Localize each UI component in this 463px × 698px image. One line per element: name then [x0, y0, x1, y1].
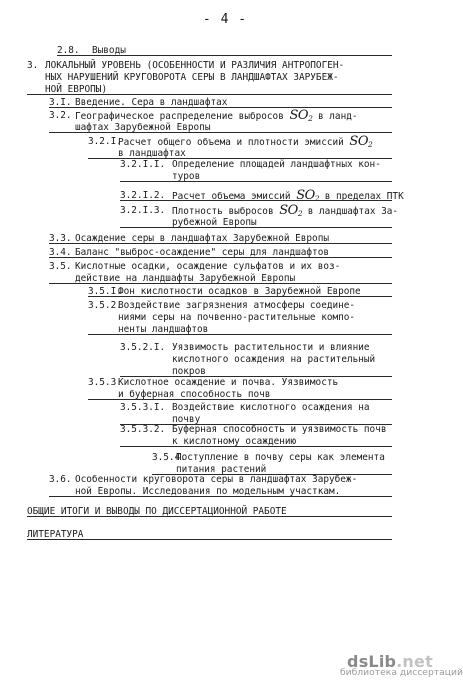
toc-entry-text: туров — [172, 171, 201, 182]
watermark[interactable] — [340, 651, 463, 680]
so2-formula: $SO_2$ — [296, 188, 320, 203]
toc-entry-number: 3.3. — [49, 233, 72, 244]
toc-entry-text: и буферная способность почв — [118, 389, 271, 400]
toc-entry-text: ОБЩИЕ ИТОГИ И ВЫВОДЫ ПО ДИССЕРТАЦИОННОЙ РАБОТЕ — [27, 506, 287, 517]
toc-entry-text: питания растений — [176, 464, 267, 475]
toc-entry-text: Фон кислотности осадков в Зарубежной Европе — [118, 286, 361, 297]
toc-entry-number: 3. — [27, 60, 39, 71]
toc-entry-text: НОЙ ЕВРОПЫ) — [45, 84, 108, 95]
toc-entry-text: действие на ландшафты Зарубежной Европы — [75, 273, 296, 284]
leader-rule — [88, 334, 392, 335]
leader-rule — [27, 539, 392, 540]
leader-rule — [49, 243, 392, 244]
toc-entry-text: Уязвимость растительности и влияние — [172, 342, 370, 353]
leader-rule — [120, 227, 392, 228]
toc-entry-number: 3.5.3.2. — [120, 424, 166, 435]
toc-entry-number: 3.6. — [49, 474, 72, 485]
toc-entry-text: в ландшафтах — [118, 148, 186, 159]
toc-entry-text: ниями серы на почвенно-растительные компо- — [118, 312, 356, 323]
toc-entry-text: Буферная способность и уязвимость почв — [172, 424, 387, 435]
leader-rule — [27, 94, 392, 95]
toc-entry-text: шафтах Зарубежной Европы — [75, 122, 211, 133]
toc-entry-number: 3.5. — [49, 261, 72, 272]
toc-entry-number: 3.2.I. — [88, 136, 122, 147]
toc-entry-text: Определение площадей ландшафтных кон- — [172, 159, 381, 170]
toc-entry-text: Расчет общего объема и плотности эмиссий $SO_2$ — [118, 134, 373, 149]
so2-formula: $SO_2$ — [289, 108, 313, 123]
toc-entry-text: Воздействие кислотного осаждения на — [172, 402, 370, 413]
leader-rule — [49, 257, 392, 258]
toc-entry-text: ненты ландшафтов — [118, 324, 209, 335]
leader-rule — [49, 132, 392, 133]
so2-formula: $SO_2$ — [279, 203, 303, 218]
toc-entry-text: Введение. Сера в ландшафтах — [75, 97, 228, 108]
toc-entry-text: покров — [172, 366, 206, 377]
toc-entry-number: 3.5.4. — [152, 452, 186, 463]
toc-entry-text: Плотность выбросов $SO_2$ в ландшафтах За- — [172, 203, 399, 218]
toc-entry-number: 3.5.I. — [88, 286, 122, 297]
toc-entry-text: Географическое распределение выбросов $SO_2$ в ланд- — [75, 108, 358, 123]
leader-rule — [49, 107, 392, 108]
toc-entry-number: 3.2. — [49, 110, 72, 121]
toc-entry-text: почву — [172, 414, 201, 425]
toc-entry-number: 3.2.I.2. — [120, 190, 166, 201]
toc-entry-number: 3.2.I.3. — [120, 205, 166, 216]
leader-rule — [88, 399, 392, 400]
toc-entry-number: 3.5.3. — [88, 377, 122, 388]
toc-entry-text: Кислотное осаждение и почва. Уязвимость — [118, 377, 339, 388]
toc-entry-text: Расчет объема эмиссий $SO_2$ в пределах ПТК — [172, 188, 404, 203]
leader-rule — [27, 516, 392, 517]
so2-formula: $SO_2$ — [349, 134, 373, 149]
toc-entry-text: ЛИТЕРАТУРА — [27, 529, 84, 540]
toc-entry-text: ЛОКАЛЬНЫЙ УРОВЕНЬ (ОСОБЕННОСТИ И РАЗЛИЧИЯ АНТРОПОГЕН- — [45, 60, 345, 71]
toc-entry-text: Осаждение серы в ландшафтах Зарубежной Европы — [75, 233, 329, 244]
toc-entry-number: 3.5.3.I. — [120, 402, 166, 413]
toc-entry-text: Поступление в почву серы как элемента — [176, 452, 385, 463]
toc-entry-number: 3.5.2. — [88, 300, 122, 311]
leader-rule — [49, 496, 392, 497]
toc-entry-number: 3.5.2.I. — [120, 342, 166, 353]
leader-rule — [120, 446, 392, 447]
toc-entry-number: 3.I. — [49, 97, 72, 108]
toc-entry-text: кислотного осаждения на растительный — [172, 354, 376, 365]
toc-entry-number: 3.2.I.I. — [120, 159, 166, 170]
leader-rule — [57, 55, 392, 56]
watermark-logo: dsLib.net — [347, 651, 433, 671]
leader-rule — [88, 296, 392, 297]
toc-entry-text: Особенности круговорота серы в ландшафтах Зарубеж- — [75, 474, 358, 485]
leader-rule — [120, 200, 392, 201]
leader-rule — [49, 283, 392, 284]
toc-entry-text: рубежной Европы — [172, 217, 257, 228]
toc-entry-text: Выводы — [92, 45, 126, 56]
toc-entry-text: ной Европы. Исследования по модельным участкам. — [75, 486, 341, 497]
toc-entry-text: к кислотному осаждению — [172, 436, 297, 447]
toc-entry-number: 3.4. — [49, 247, 72, 258]
toc-entry-text: Кислотные осадки, осаждение сульфатов и их воз- — [75, 261, 341, 272]
page-number: - 4 - — [202, 12, 248, 27]
leader-rule — [120, 181, 392, 182]
toc-entry-text: Баланс "выброс-осаждение" серы для ландшафтов — [75, 247, 329, 258]
toc-entry-number: 2.8. — [57, 45, 80, 56]
toc-entry-text: Воздействие загрязнения атмосферы соедине- — [118, 300, 356, 311]
toc-entry-text: НЫХ НАРУШЕНИЙ КРУГОВОРОТА СЕРЫ В ЛАНДШАФТАХ ЗАРУБЕЖ- — [45, 72, 339, 83]
watermark-tagline: библиотека диссертаций — [340, 667, 463, 679]
